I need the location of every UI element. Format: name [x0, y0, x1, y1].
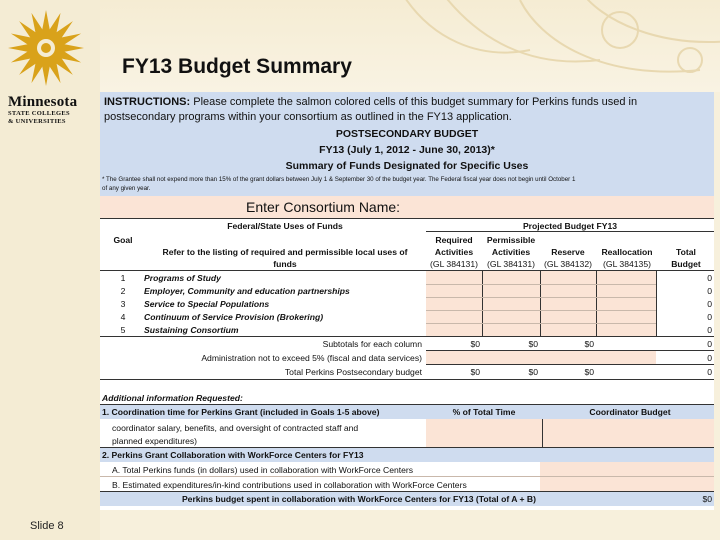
subtotal-required: $0 [470, 339, 480, 349]
goal-number: 3 [120, 299, 126, 309]
goal-total: 0 [707, 273, 712, 283]
collab-b-input[interactable] [540, 477, 714, 491]
header-goal: Goal [113, 235, 133, 245]
footnote-line1: * The Grantee shall not expend more than 15% of the grant dollars between July 1 & September 30 of the budget year. The Federal fiscal year does not begin until October 1 [102, 176, 576, 183]
goal-number: 5 [120, 325, 126, 335]
coord-budget-header: Coordinator Budget [589, 407, 671, 417]
coord-input-area[interactable] [426, 419, 714, 447]
divider [542, 419, 543, 447]
collab-total-value: $0 [702, 494, 712, 504]
goal-total: 0 [707, 286, 712, 296]
collab-a-input[interactable] [540, 462, 714, 476]
coord-desc2: planned expenditures) [112, 436, 198, 446]
goal-number: 2 [120, 286, 126, 296]
subtotal-permissible: $0 [528, 339, 538, 349]
total-perkins-required: $0 [470, 367, 480, 377]
total-perkins-permissible: $0 [528, 367, 538, 377]
col-permissible-l1: Permissible [486, 235, 536, 245]
total-perkins-reserve: $0 [584, 367, 594, 377]
col-required-l1: Required [435, 235, 473, 245]
page-title: FY13 Budget Summary [122, 55, 352, 78]
goal-number: 4 [120, 312, 126, 322]
collab-label: 2. Perkins Grant Collaboration with WorkForce Centers for FY13 [102, 450, 364, 460]
budget-spreadsheet [100, 92, 714, 510]
col-reserve-l3: (GL 384132) [544, 259, 592, 269]
col-total-l2: Total [676, 247, 696, 257]
header-uses-desc2: funds [273, 259, 297, 269]
instructions-text: Please complete the salmon colored cells of this budget summary for Perkins funds used in [193, 96, 638, 108]
col-permissible-l2: Activities [491, 247, 531, 257]
divider [426, 231, 714, 232]
col-reallocation-l3: (GL 384135) [603, 259, 651, 269]
col-required-l3: (GL 384131) [430, 259, 478, 269]
goal-name: Employer, Community and education partnerships [144, 286, 350, 296]
divider [426, 364, 714, 365]
footnote-line2: of any given year. [102, 185, 151, 192]
collab-a: A. Total Perkins funds (in dollars) used in collaboration with WorkForce Centers [112, 465, 414, 475]
coord-desc1: coordinator salary, benefits, and oversight of contracted staff and [112, 423, 359, 433]
instructions-label: INSTRUCTIONS: [104, 96, 191, 108]
goal-total: 0 [707, 325, 712, 335]
goal-name: Programs of Study [144, 273, 221, 283]
divider [540, 271, 541, 336]
budget-subtitle: Summary of Funds Designated for Specific Uses [285, 160, 529, 172]
col-reserve-l2: Reserve [551, 247, 585, 257]
divider [426, 310, 656, 311]
divider [100, 218, 714, 219]
subtotal-reserve: $0 [584, 339, 594, 349]
col-permissible-l3: (GL 384131) [487, 259, 535, 269]
divider [426, 323, 656, 324]
col-total-l3: Budget [671, 259, 701, 269]
collab-total-label: Perkins budget spent in collaboration with WorkForce Centers for FY13 (Total of A + B) [181, 494, 536, 504]
divider [656, 271, 657, 336]
divider [596, 271, 597, 336]
additional-label: Additional information Requested: [102, 393, 243, 403]
divider [426, 297, 656, 298]
goal-name: Sustaining Consortium [144, 325, 239, 335]
divider [482, 271, 483, 336]
subtotals-label: Subtotals for each column [322, 339, 422, 349]
budget-title: POSTSECONDARY BUDGET [335, 128, 479, 140]
goal-name: Service to Special Populations [144, 299, 270, 309]
brand-name: Minnesota [8, 94, 78, 110]
brand-line1: STATE COLLEGES [8, 110, 70, 117]
divider [100, 379, 714, 380]
goal-input-area[interactable] [426, 271, 656, 336]
brand-line2: & UNIVERSITIES [8, 118, 66, 125]
budget-period: FY13 (July 1, 2012 - June 30, 2013)* [319, 144, 495, 156]
col-reallocation-l2: Reallocation [601, 247, 653, 257]
star-logo-icon [6, 8, 86, 88]
consortium-input[interactable] [426, 196, 714, 218]
admin-total: 0 [707, 353, 712, 363]
subtotal-total: 0 [707, 339, 712, 349]
total-perkins-label: Total Perkins Postsecondary budget [284, 367, 422, 377]
brand-wordmark [8, 94, 98, 126]
coord-label: 1. Coordination time for Perkins Grant (included in Goals 1-5 above) [102, 407, 380, 417]
admin-label: Administration not to exceed 5% (fiscal and data services) [201, 353, 422, 363]
admin-input-area[interactable] [426, 351, 656, 364]
slide-number: Slide 8 [30, 520, 64, 532]
header-uses-desc1: Refer to the listing of required and permissible local uses of [162, 247, 408, 257]
header-projected: Projected Budget FY13 [522, 221, 618, 231]
consortium-label: Enter Consortium Name: [246, 199, 401, 215]
goal-name: Continuum of Service Provision (Brokering) [144, 312, 324, 322]
collab-b: B. Estimated expenditures/in-kind contributions used in collaboration with WorkForce Centers [112, 480, 467, 490]
goal-total: 0 [707, 299, 712, 309]
goal-total: 0 [707, 312, 712, 322]
instructions-line1 [104, 96, 637, 109]
goal-number: 1 [120, 273, 126, 283]
instructions-line2: postsecondary programs within your consortium as outlined in the FY13 application. [104, 111, 512, 123]
total-perkins-total: 0 [707, 367, 712, 377]
coord-pct-header: % of Total Time [452, 407, 516, 417]
col-required-l2: Activities [434, 247, 474, 257]
divider [426, 284, 656, 285]
header-uses-title: Federal/State Uses of Funds [227, 221, 343, 231]
divider [100, 336, 714, 337]
